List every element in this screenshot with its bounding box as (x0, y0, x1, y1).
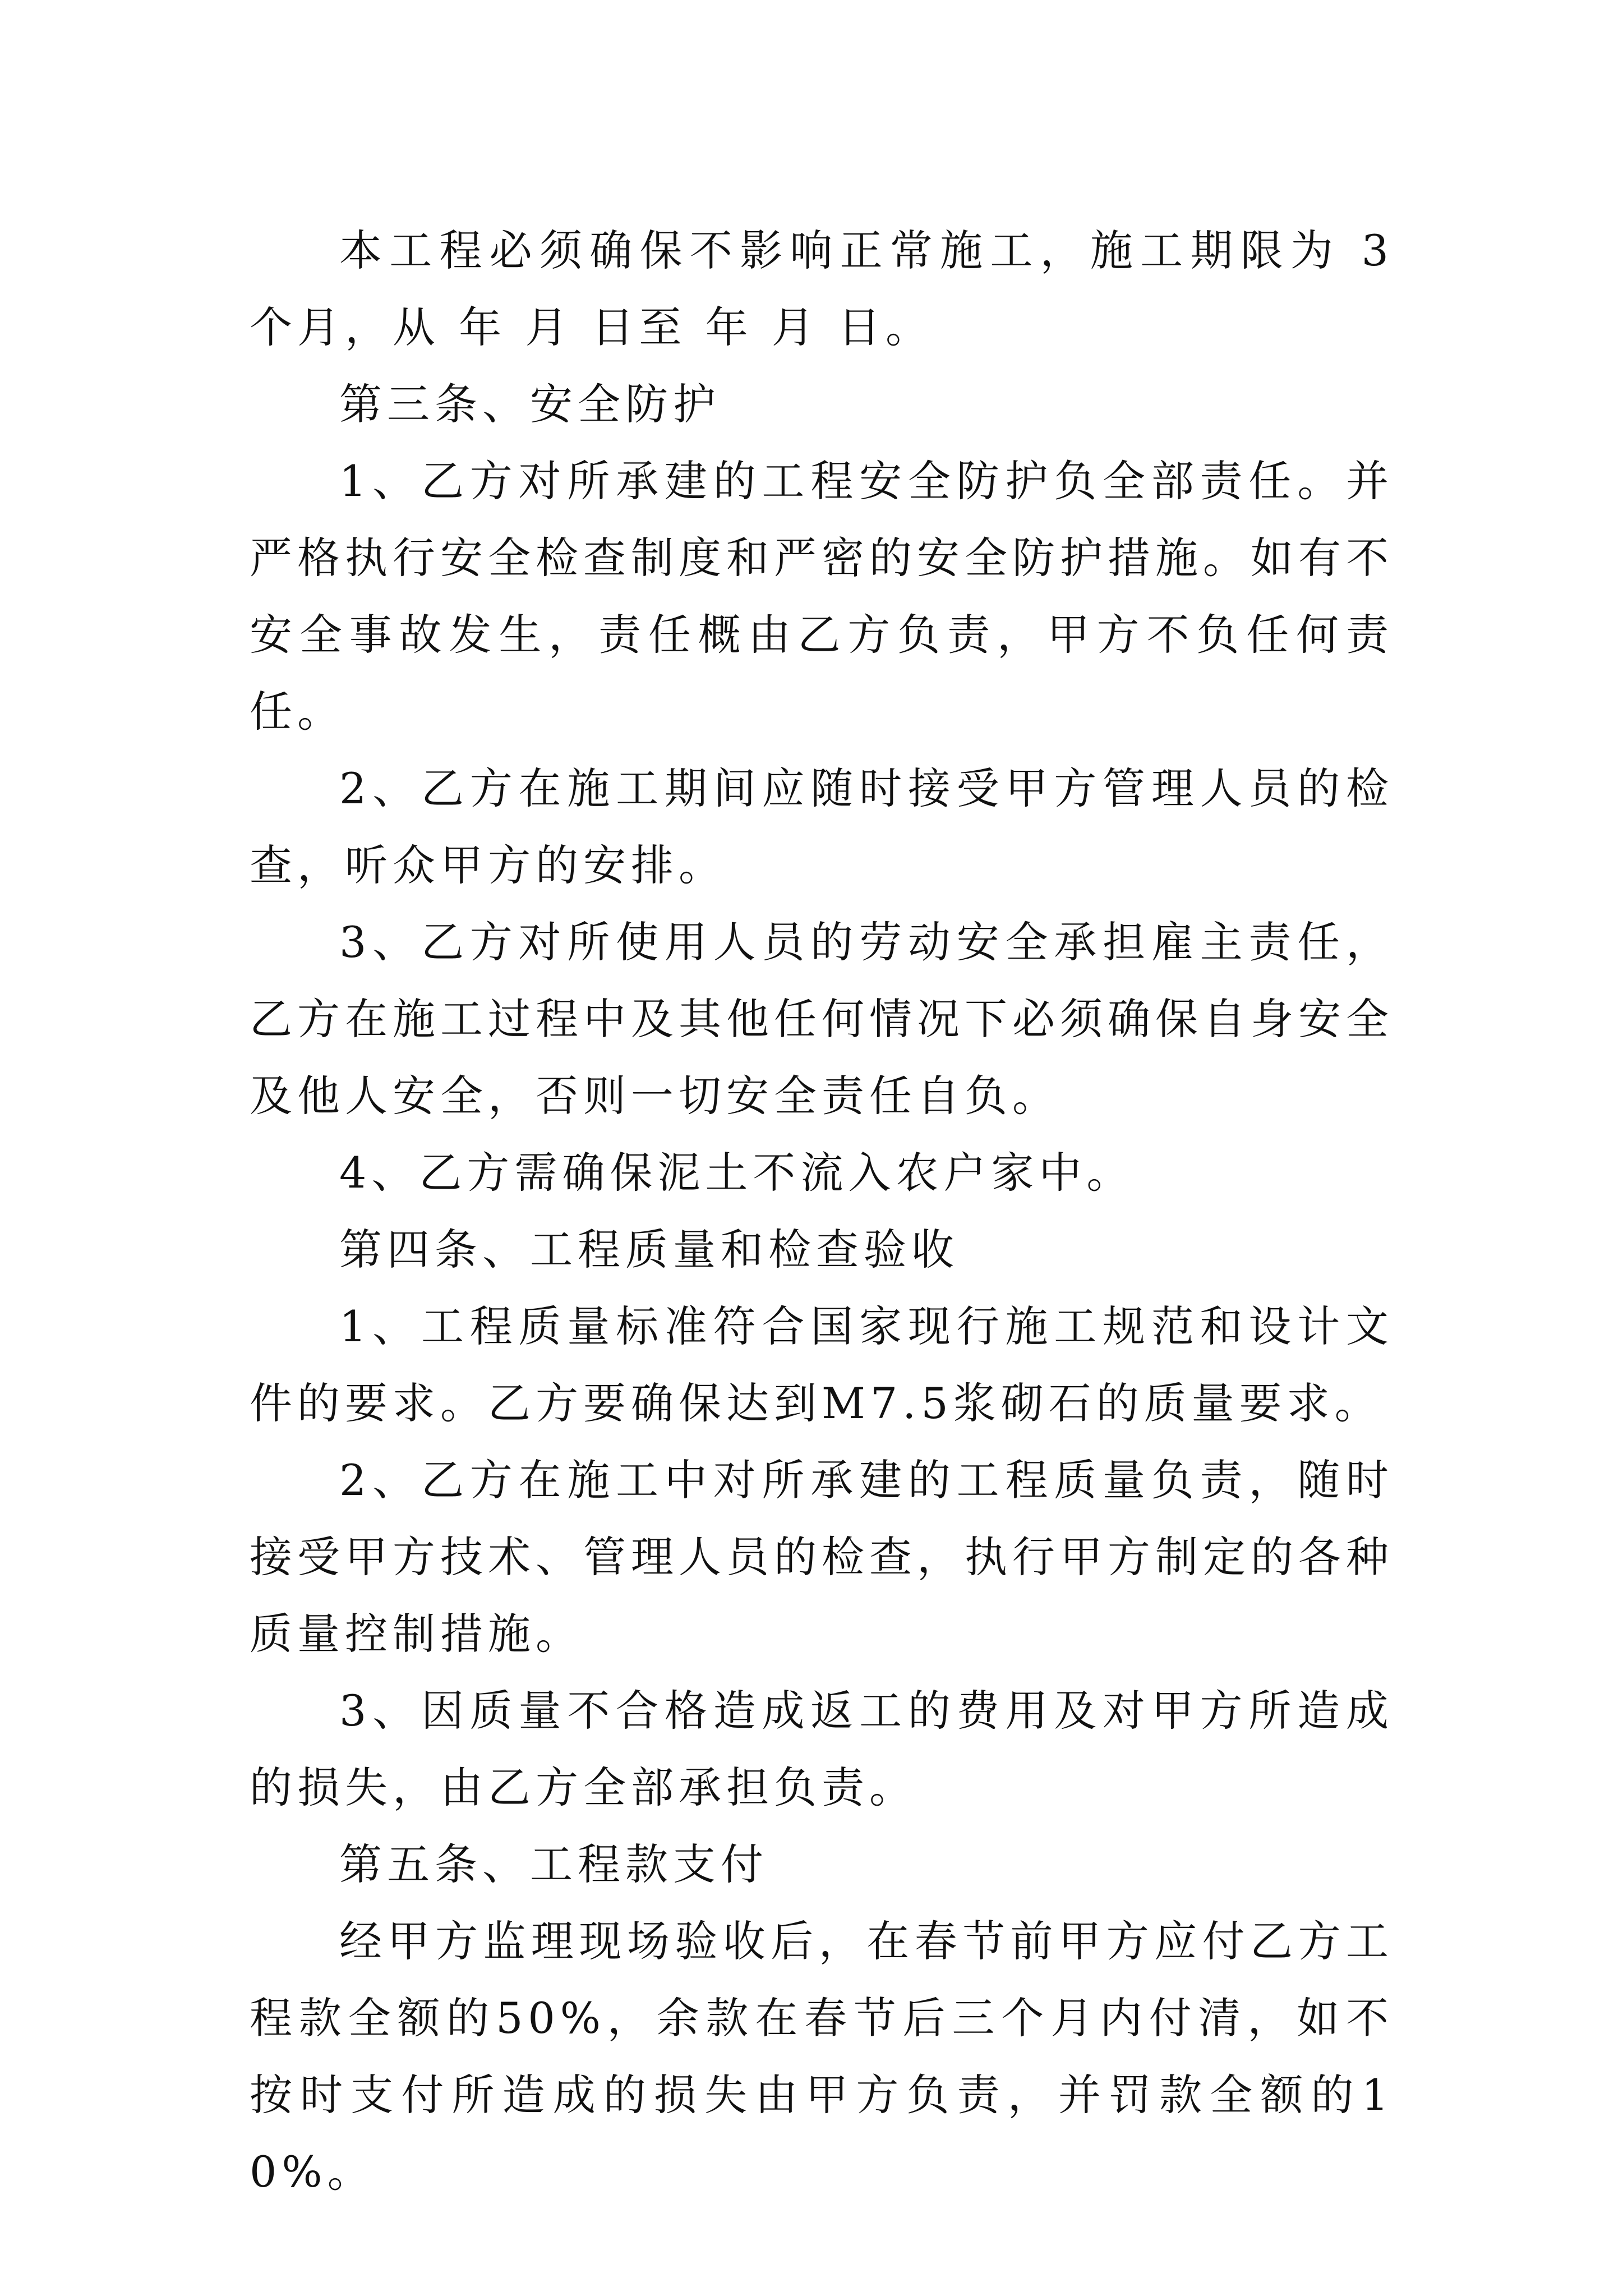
heading-article-5: 第五条、工程款支付 (339, 1839, 768, 1889)
paragraph-safety-2: 2、乙方在施工期间应随时接受甲方管理人员的检查，听众甲方的安排。 (250, 763, 1394, 890)
paragraph-quality-2: 2、乙方在施工中对所承建的工程质量负责，随时接受甲方技术、管理人员的检查，执行甲方制定的各种质量控制措施。 (250, 1455, 1394, 1659)
document-body (250, 212, 1394, 2210)
paragraph-quality-3: 3、因质量不合格造成返工的费用及对甲方所造成的损失，由乙方全部承担负责。 (250, 1686, 1394, 1812)
heading-article-4: 第四条、工程质量和检查验收 (339, 1225, 959, 1274)
paragraph-safety-1: 1、乙方对所承建的工程安全防护负全部责任。并严格执行安全检查制度和严密的安全防护措施。如有不安全事故发生，责任概由乙方负责，甲方不负任何责任。 (250, 456, 1394, 737)
paragraph-safety-3: 3、乙方对所使用人员的劳动安全承担雇主责任，乙方在施工过程中及其他任何情况下必须确保自身安全及他人安全，否则一切安全责任自负。 (250, 917, 1394, 1121)
heading-article-3: 第三条、安全防护 (339, 379, 721, 429)
paragraph-construction-period: 本工程必须确保不影响正常施工，施工期限为 3 个月，从 年 月 日至 年 月 日。 (250, 226, 1394, 352)
paragraph-payment: 经甲方监理现场验收后，在春节前甲方应付乙方工程款全额的50%，余款在春节后三个月内付清，如不按时支付所造成的损失由甲方负责，并罚款全额的10%。 (250, 1916, 1394, 2197)
paragraph-safety-4: 4、乙方需确保泥土不流入农户家中。 (339, 1148, 1135, 1198)
paragraph-quality-1: 1、工程质量标准符合国家现行施工规范和设计文件的要求。乙方要确保达到M7.5浆砌石的质量要求。 (250, 1301, 1394, 1428)
